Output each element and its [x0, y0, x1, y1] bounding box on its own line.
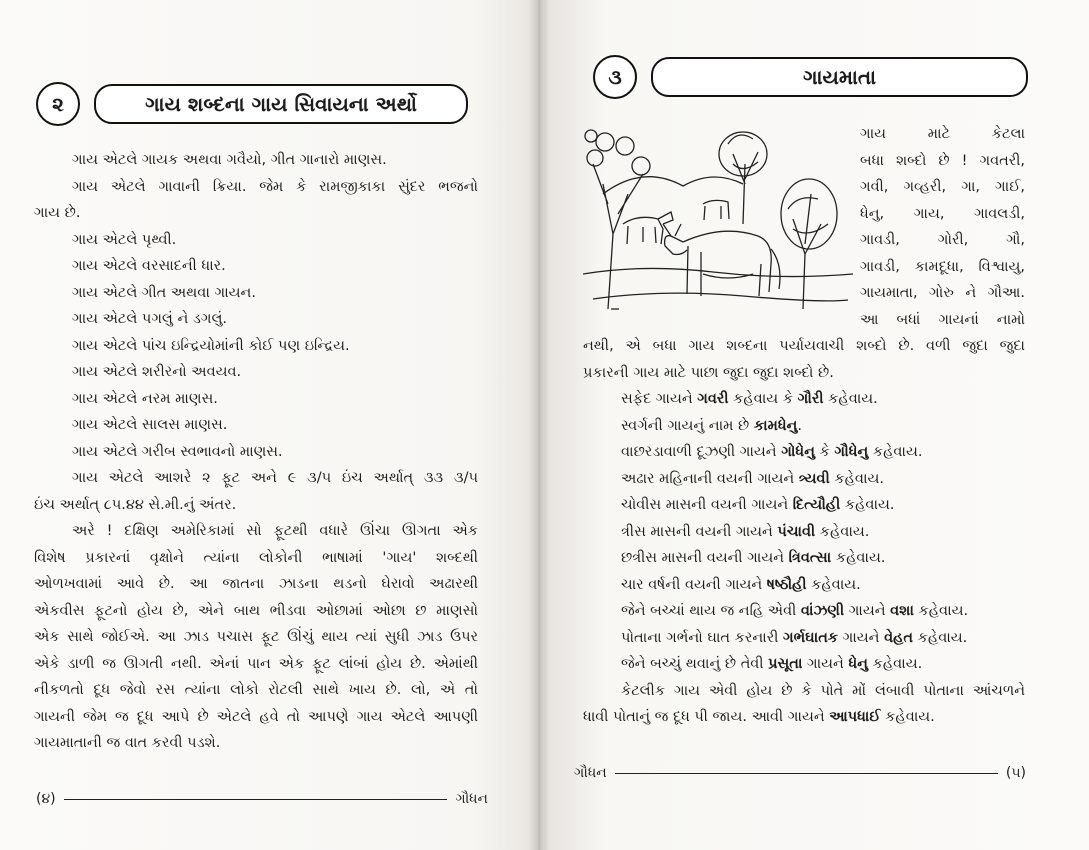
text-segment: કહેવાય. [815, 523, 870, 540]
cows-under-trees-icon [583, 124, 853, 314]
text-segment: નથી, એ બધા ગાય શબ્દના પર્યાયવાચી શબ્દો છે. વળી જુદા જુદા [583, 338, 1025, 354]
text-line: ગાય માટે કેટલા [860, 126, 1025, 142]
text-line: બધા શબ્દો છે ! ગવતરી, [860, 152, 1025, 169]
bold-term: ધેનુ [848, 656, 868, 672]
text-segment: ગાયને [838, 629, 885, 646]
text-line: ઓળખવામાં આવે છે. આ જાતના ઝાડના થડનો ઘેરાવો અઢારથી [34, 576, 478, 592]
text-line: ગાય એટલે શરીરનો અવયવ. [72, 364, 242, 380]
bold-term: ત્રિવત્સા [788, 550, 832, 566]
text-line: ગાય એટલે ગીત અથવા ગાયન. [72, 284, 256, 301]
text-segment: ત્રીસ માસની વયની ગાયને [621, 523, 778, 540]
text-segment: કહેવાય. [913, 629, 968, 646]
right-chapter-number: ૩ [593, 55, 637, 99]
text-line: ઇંચ અર્થાત્ ૮૫.૪૪ સે.મી.નું અંતર. [34, 496, 237, 513]
bold-term: ત્ર્યવી [798, 470, 830, 487]
text-line [583, 439, 1025, 466]
text-line: ગાય એટલે પાંચ ઇન્દ્રિયોમાંની કોઈ પણ ઇન્દ્રિય. [72, 337, 350, 354]
text-segment: સફેદ ગાયને [621, 391, 698, 407]
text-line [583, 333, 1025, 360]
bold-term: કામધેનુ [753, 417, 798, 434]
text-segment: કહેવાય. [880, 709, 935, 725]
right-footer [574, 765, 1026, 781]
footer-rule [64, 799, 448, 800]
text-line [583, 625, 1025, 652]
text-line: ગાવડી, ગોરી, ગૌ, [860, 232, 1025, 248]
text-line: એકવીસ ફૂટનો હોય છે, એને બાથ ભીડવા ઓછામાં ઓછા છ માણસો [34, 602, 478, 619]
book-spine-shadow [528, 0, 550, 850]
text-line [583, 492, 1025, 519]
text-line: નીકળતો દૂધ જેવો રસ ત્યાંના લોકો રોટલી સાથે ખાય છે. લો, એ તો [34, 682, 478, 698]
text-segment: . [797, 417, 802, 434]
text-line: ગાય એટલે ગાયક અથવા ગવૈયો, ગીત ગાનારો માણસ. [72, 152, 387, 168]
text-segment: કહેવાય. [867, 656, 923, 672]
text-line [583, 545, 1025, 572]
text-segment: કહેવાય. [840, 497, 895, 513]
right-page-number: (૫) [1005, 765, 1026, 781]
text-segment: કહેવાય. [806, 576, 861, 593]
text-segment: જેને બચ્ચું થવાનું છે તેવી [621, 656, 769, 672]
text-segment: કહેવાય કે [728, 391, 798, 407]
text-segment: ચોવીસ માસની વયની ગાયને [621, 497, 793, 513]
text-line [583, 360, 1025, 387]
text-line: ગવી, ગવ્હરી, ગા, ગાઈ, [860, 179, 1025, 195]
text-line: ગાય એટલે વરસાદની ધાર. [72, 258, 226, 274]
right-page [538, 0, 1089, 850]
text-line [583, 598, 1025, 625]
bold-term: ગવરી [697, 391, 729, 407]
bold-term: ગૌરી [797, 391, 824, 407]
text-line: ગાય છે. [34, 205, 81, 221]
bold-term: ગૌધેનુ [834, 444, 869, 460]
text-segment: ચાર વર્ષની વયની ગાયને [621, 576, 767, 593]
bold-term: ગોધેનુ [781, 444, 815, 460]
text-segment: વાછરડાવાળી દૂઝણી ગાયને [621, 444, 782, 460]
text-line: ગાય એટલે સાલસ માણસ. [72, 417, 228, 433]
text-line [583, 572, 1025, 599]
text-line: ગાય એટલે આશરે ૨ ફૂટ અને ૯ ૩/૫ ઇંચ અર્થાત્ ૩૩ ૩/૫ [72, 470, 478, 486]
text-line [583, 519, 1025, 546]
bold-term: વશા [890, 603, 914, 619]
text-segment: કહેવાય. [823, 391, 878, 407]
left-footer-book-title: ગૌધન [455, 791, 488, 807]
left-footer [36, 791, 488, 807]
bold-term: પંચાવી [777, 523, 816, 540]
bold-term: ગર્ભઘાતક [782, 629, 839, 646]
text-line [583, 386, 1025, 413]
text-line [583, 466, 1025, 493]
text-segment: કહેવાય. [829, 470, 884, 487]
text-line: ગાયમાતાની જ વાત કરવી પડશે. [34, 735, 221, 751]
text-segment: પોતાના ગર્ભનો ઘાત કરનારી [621, 629, 783, 646]
text-line: ગાયની જેમ જ દૂધ આપે છે એટલે હવે તો આપણે ગાય એટલે આપણી [34, 708, 478, 725]
text-segment: જેને બચ્ચાં થાય જ નહિ એવી [621, 603, 801, 619]
text-line: ગાય એટલે પગલું ને ડગલું. [72, 311, 228, 327]
right-body-text [583, 333, 1025, 731]
text-segment: પ્રકારની ગાય માટે પાછા જુદા જુદા શબ્દો છે. [583, 364, 834, 381]
bold-term: પ્રસૂતા [768, 656, 803, 672]
text-segment: ધાવી પોતાનું જ દૂધ પી જાય. આવી ગાયને [583, 709, 830, 725]
text-line: ગાય એટલે પૃથ્વી. [72, 231, 177, 248]
left-page-number: (૪) [36, 791, 56, 807]
text-segment: કે [814, 444, 835, 460]
left-chapter-title: ગાય શબ્દના ગાય સિવાયના અર્થો [94, 84, 468, 124]
text-segment: છત્રીસ માસની વયની ગાયને [621, 550, 789, 566]
text-segment: સ્વર્ગની ગાયનું નામ છે [621, 417, 754, 434]
text-segment: કહેવાય. [913, 603, 969, 619]
text-line: અરે ! દક્ષિણ અમેરિકામાં સો ફૂટથી વધારે ઊંચા ઊગતા એક [72, 523, 478, 539]
text-segment: ગાયને [802, 656, 849, 672]
text-line [583, 678, 1025, 705]
text-line [583, 651, 1025, 678]
text-segment: કહેવાય. [831, 550, 886, 566]
text-line [583, 704, 1025, 731]
text-line: ગાય એટલે ગરીબ સ્વભાવનો માણસ. [72, 443, 283, 460]
left-page [0, 0, 538, 850]
bold-term: દિત્યૌહી [792, 497, 841, 513]
left-body-text [34, 147, 478, 757]
text-segment: અઢાર મહિનાની વયની ગાયને [621, 470, 799, 487]
text-segment: કેટલીક ગાય એવી હોય છે કે પોતે મોં લંબાવી પોતાના આંચળને [621, 682, 1025, 699]
right-footer-book-title: ગૌધન [574, 765, 607, 781]
right-side-text [860, 121, 1025, 333]
text-line: ગાય એટલે નરમ માણસ. [72, 390, 218, 407]
text-line: આ બધાં ગાયનાં નામો [860, 311, 1025, 328]
text-line: એકે ડાળી જ ઊગતી નથી. એનાં પાન એક ફૂટ લાંબાં હોય છે. એમાંથી [34, 655, 478, 672]
left-chapter-number: ૨ [36, 82, 80, 126]
right-chapter-title: ગાયમાતા [651, 57, 1028, 97]
text-line: ધેનુ, ગાય, ગાવલડી, [860, 205, 1025, 222]
text-line [583, 413, 1025, 440]
bold-term: આપધાઈ [829, 709, 881, 725]
text-line: ગાયમાતા, ગોરુ ને ગૌઆ. [860, 285, 1025, 301]
text-segment: ગાયને [844, 603, 891, 619]
text-line: વિશેષ પ્રકારનાં વૃક્ષોને ત્યાંના લોકોની ભાષામાં 'ગાય' શબ્દથી [34, 549, 478, 566]
bold-term: ષષ્ઠૌહી [766, 576, 807, 593]
bold-term: વેહત [884, 629, 914, 646]
text-line: એક સાથે જોઈએ. આ ઝાડ પચાસ ફૂટ ઊંચું થાય ત્યાં સુધી ઝાડ ઉપર [34, 629, 478, 645]
bold-term: વાંઝણી [800, 603, 845, 619]
text-segment: કહેવાય. [868, 444, 923, 460]
text-line: ગાય એટલે ગાવાની ક્રિયા. જેમ કે રામજીકાકા સુંદર ભજનો [72, 178, 478, 195]
text-line: ગાવડી, કામદૂધા, વિશ્વાયુ, [860, 258, 1025, 275]
footer-rule [615, 773, 998, 774]
